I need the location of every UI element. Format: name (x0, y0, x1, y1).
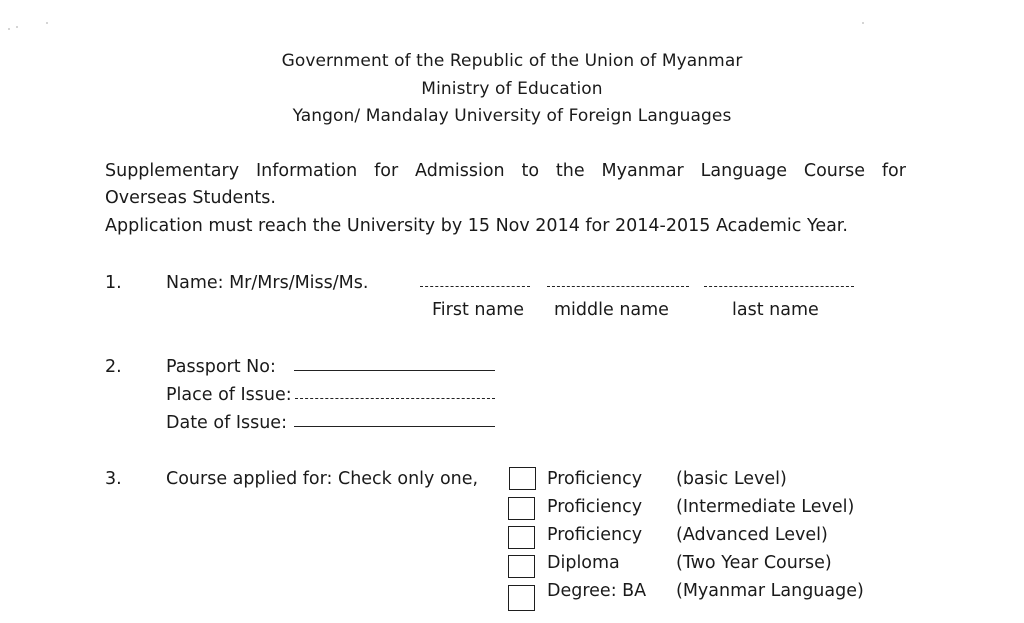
scan-speck (16, 26, 18, 28)
course-option-name: Diploma (547, 553, 620, 573)
date-of-issue-field[interactable] (294, 426, 495, 427)
place-of-issue-label: Place of Issue: (166, 385, 292, 405)
middle-name-field[interactable] (547, 286, 689, 287)
first-name-caption: First name (432, 300, 525, 320)
first-name-field[interactable] (420, 286, 530, 287)
course-option-detail: (Myanmar Language) (676, 581, 864, 601)
intro-word: Supplementary (105, 161, 240, 181)
header-university: Yangon/ Mandalay University of Foreign Languages (292, 106, 732, 126)
passport-no-field[interactable] (294, 370, 495, 371)
intro-line-2: Overseas Students. (105, 188, 276, 208)
q2-number: 2. (105, 357, 122, 377)
middle-name-caption: middle name (554, 300, 669, 320)
intro-word: the (555, 161, 585, 181)
intro-word: for (881, 161, 906, 181)
checkbox-degree-ba[interactable] (508, 585, 535, 611)
intro-word: Language (700, 161, 787, 181)
last-name-field[interactable] (704, 286, 854, 287)
header-government: Government of the Republic of the Union of Myanmar (281, 51, 743, 71)
intro-word: for (374, 161, 399, 181)
intro-word: Myanmar (601, 161, 684, 181)
scan-speck (862, 22, 864, 24)
course-applied-label: Course applied for: Check only one, (166, 469, 479, 489)
course-option-detail: (Two Year Course) (676, 553, 832, 573)
header-ministry: Ministry of Education (421, 79, 603, 99)
application-deadline: Application must reach the University by 15 Nov 2014 for 2014-2015 Academic Year. (105, 216, 848, 236)
course-option-detail: (Intermediate Level) (676, 497, 855, 517)
intro-word: Information (255, 161, 358, 181)
checkbox-proficiency-intermediate[interactable] (508, 497, 535, 520)
scan-speck (8, 28, 10, 30)
scan-speck (46, 22, 48, 24)
q1-name-label: Name: Mr/Mrs/Miss/Ms. (166, 273, 369, 293)
checkbox-diploma[interactable] (508, 555, 535, 578)
course-option-detail: (basic Level) (676, 469, 787, 489)
last-name-caption: last name (732, 300, 819, 320)
place-of-issue-field[interactable] (295, 398, 495, 399)
intro-word: Admission (415, 161, 505, 181)
passport-no-label: Passport No: (166, 357, 276, 377)
date-of-issue-label: Date of Issue: (166, 413, 287, 433)
course-option-name: Proficiency (547, 469, 643, 489)
course-option-name: Degree: BA (547, 581, 647, 601)
course-option-name: Proficiency (547, 497, 643, 517)
intro-line-1 (105, 161, 906, 181)
course-option-detail: (Advanced Level) (676, 525, 828, 545)
checkbox-proficiency-advanced[interactable] (508, 526, 535, 549)
intro-word: Course (803, 161, 865, 181)
course-option-name: Proficiency (547, 525, 643, 545)
q3-number: 3. (105, 469, 122, 489)
intro-word: to (521, 161, 540, 181)
q1-number: 1. (105, 273, 122, 293)
checkbox-proficiency-basic[interactable] (509, 467, 536, 490)
